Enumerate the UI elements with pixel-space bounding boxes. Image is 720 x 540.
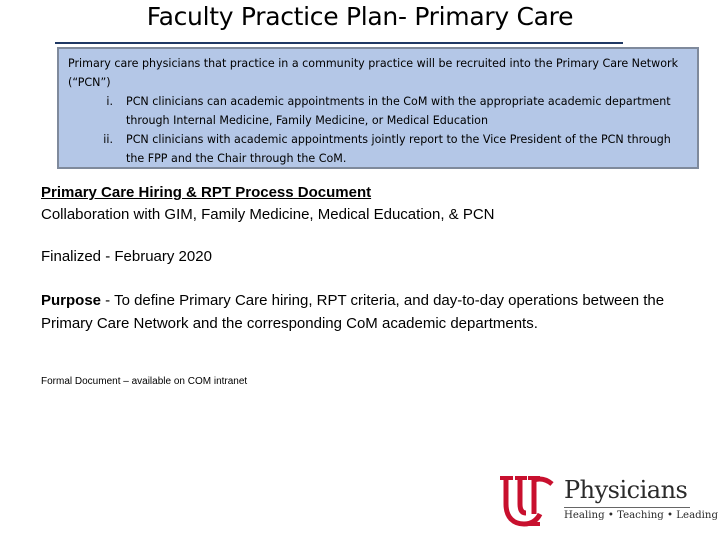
purpose-text: - To define Primary Care hiring, RPT criteria, and day-to-day operations between the Primary Care Network and the corresponding CoM academic departments. [41, 292, 665, 332]
finalized-line: Finalized - February 2020 [41, 248, 212, 265]
item-number: ii. [103, 133, 113, 146]
document-section [41, 182, 641, 226]
item-text: PCN clinicians can academic appointments in the CoM with the appropriate academic department through Internal Medicine, Family Medicine, or Medical Education [126, 95, 671, 127]
document-heading: Primary Care Hiring & RPT Process Document [41, 184, 372, 201]
item-number: i. [106, 95, 113, 108]
collaboration-line: Collaboration with GIM, Family Medicine, Medical Education, & PCN [41, 206, 495, 223]
summary-box [57, 47, 699, 169]
uc-physicians-logo [500, 474, 719, 532]
logo-divider [564, 507, 690, 508]
item-text: PCN clinicians with academic appointments jointly report to the Vice President of the PCN through the FPP and the Chair through the CoM. [126, 133, 671, 165]
summary-intro: Primary care physicians that practice in a community practice will be recruited into the Primary Care Network (“PCN”) [68, 57, 678, 89]
uc-mark-icon [500, 474, 560, 530]
summary-item [68, 92, 691, 130]
logo-tagline: Healing • Teaching • Leading [564, 510, 719, 521]
intranet-note: Formal Document – available on COM intranet [41, 376, 248, 387]
purpose-label: Purpose [41, 292, 102, 309]
title-underline [55, 42, 623, 44]
page-title: Faculty Practice Plan- Primary Care [146, 2, 574, 31]
purpose-paragraph [41, 289, 701, 335]
logo-name: Physicians [564, 476, 688, 504]
summary-item [68, 130, 691, 168]
